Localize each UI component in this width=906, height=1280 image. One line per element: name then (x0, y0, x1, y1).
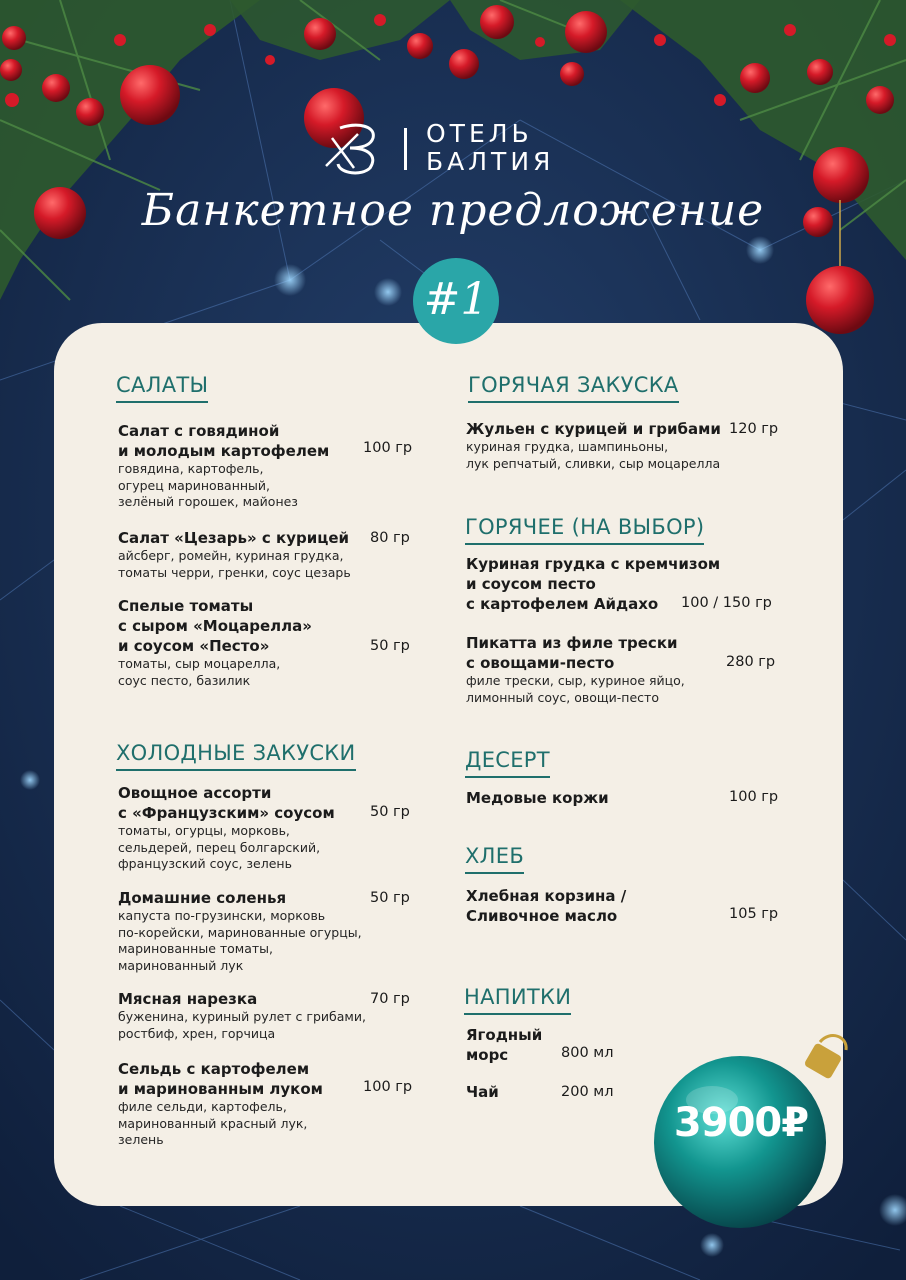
menu-item (466, 886, 766, 926)
item-description: айсберг, ромейн, куриная грудка, томаты черри, гренки, соус цезарь (118, 548, 351, 580)
item-description: томаты, огурцы, морковь, сельдерей, перец болгарский, французский соус, зелень (118, 823, 321, 871)
item-name: Жульен с курицей и грибами (466, 420, 721, 438)
item-name: Пикатта из филе трески с овощами-песто (466, 634, 678, 672)
section-title-salads: САЛАТЫ (116, 373, 209, 397)
item-weight: 50 гр (370, 804, 410, 820)
hotel-monogram-icon (318, 118, 398, 178)
item-weight: 100 / 150 гр (681, 595, 772, 611)
item-name: Сельдь с картофелем и маринованным луком (118, 1060, 323, 1098)
item-name: Салат «Цезарь» с курицей (118, 529, 350, 547)
item-description: говядина, картофель, огурец маринованный, зелёный горошек, майонез (118, 461, 298, 509)
item-description: филе трески, сыр, куриное яйцо, лимонный соус, овощи-песто (466, 673, 685, 705)
item-name: Куриная грудка с кремчизом и соусом песто с картофелем Айдахо (466, 555, 721, 613)
item-weight: 100 гр (363, 440, 413, 456)
item-description: филе сельди, картофель, маринованный красный лук, зелень (118, 1099, 308, 1147)
menu-item (466, 419, 766, 472)
hotel-name-line1: ОТЕЛЬ (426, 119, 533, 148)
hotel-name (426, 120, 554, 176)
section-title-dessert: ДЕСЕРТ (465, 748, 550, 772)
item-name: Ягодный морс (466, 1026, 543, 1064)
item-name: Хлебная корзина / Сливочное масло (466, 887, 627, 925)
item-name: Чай (466, 1083, 499, 1101)
item-weight: 120 гр (729, 421, 779, 437)
menu-item (466, 788, 766, 808)
section-title-hot-snack: ГОРЯЧАЯ ЗАКУСКА (468, 373, 679, 397)
total-price: 3900₽ (673, 1100, 809, 1146)
menu-item (466, 633, 766, 706)
item-name: Салат с говядиной и молодым картофелем (118, 422, 330, 460)
section-title-drinks: НАПИТКИ (464, 985, 572, 1009)
item-weight: 100 гр (729, 789, 779, 805)
item-weight: 800 мл (561, 1045, 614, 1061)
hotel-name-line2: БАЛТИЯ (426, 147, 555, 176)
banquet-title: Банкетное предложение (141, 185, 765, 236)
item-description: буженина, куриный рулет с грибами, ростбиф, хрен, горчица (118, 1009, 366, 1041)
item-name: Мясная нарезка (118, 990, 258, 1008)
item-name: Спелые томаты с сыром «Моцарелла» и соусом «Песто» (118, 597, 312, 655)
logo-divider (404, 128, 407, 170)
hotel-logo (318, 118, 598, 178)
item-description: куриная грудка, шампиньоны, лук репчатый, сливки, сыр моцарелла (466, 439, 721, 471)
item-weight: 105 гр (729, 906, 779, 922)
section-title-bread: ХЛЕБ (465, 844, 525, 868)
menu-item (118, 421, 418, 511)
menu-item (118, 1059, 418, 1149)
item-description: капуста по-грузински, морковь по-корейски, маринованные огурцы, маринованные томаты, маринованный лук (118, 908, 362, 973)
item-weight: 50 гр (370, 638, 410, 654)
item-weight: 50 гр (370, 890, 410, 906)
section-title-cold-snacks: ХОЛОДНЫЕ ЗАКУСКИ (116, 741, 356, 765)
menu-item (118, 783, 418, 873)
item-name: Овощное ассорти с «Французским» соусом (118, 784, 335, 822)
offer-number-badge: #1 (413, 258, 499, 344)
item-weight: 80 гр (370, 530, 410, 546)
item-weight: 100 гр (363, 1079, 413, 1095)
item-weight: 280 гр (726, 654, 776, 670)
section-title-hot-choice: ГОРЯЧЕЕ (НА ВЫБОР) (465, 515, 705, 539)
item-description: томаты, сыр моцарелла, соус песто, базилик (118, 656, 281, 688)
item-name: Медовые коржи (466, 789, 609, 807)
item-weight: 70 гр (370, 991, 410, 1007)
item-name: Домашние соленья (118, 889, 287, 907)
item-weight: 200 мл (561, 1084, 614, 1100)
